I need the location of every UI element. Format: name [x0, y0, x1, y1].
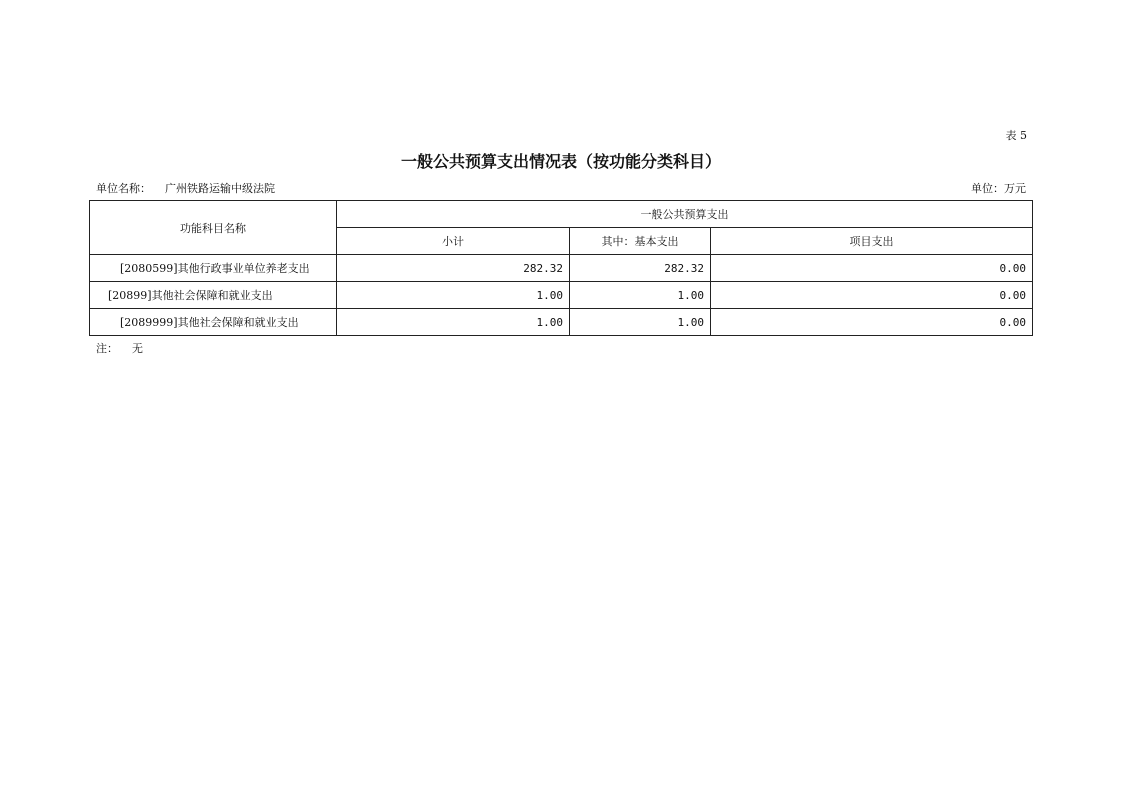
unit-label: 单位名称： [96, 182, 151, 195]
document-title: 一般公共预算支出情况表（按功能分类科目） [400, 152, 721, 171]
table-row [90, 309, 1033, 336]
col-header-subtotal: 小计 [337, 228, 570, 255]
row-basic-cell: 1.00 [570, 309, 711, 336]
row-subtotal-cell: 1.00 [337, 309, 570, 336]
col-header-name: 功能科目名称 [90, 201, 337, 255]
budget-table [89, 200, 1033, 336]
row-project-cell: 0.00 [711, 255, 1033, 282]
note-text: 无 [132, 342, 143, 355]
row-basic-cell: 282.32 [570, 255, 711, 282]
table-number: 表 5 [1005, 129, 1027, 142]
row-name-cell: [20899]其他社会保障和就业支出 [90, 282, 337, 309]
row-subtotal-cell: 1.00 [337, 282, 570, 309]
row-project-cell: 0.00 [711, 282, 1033, 309]
row-basic-cell: 1.00 [570, 282, 711, 309]
note-label: 注： [96, 342, 118, 355]
col-header-basic: 其中：基本支出 [570, 228, 711, 255]
table-row [90, 282, 1033, 309]
unit-name: 广州铁路运输中级法院 [165, 182, 275, 195]
col-header-project: 项目支出 [711, 228, 1033, 255]
meta-row [96, 180, 1026, 196]
row-name-cell: [2080599]其他行政事业单位养老支出 [90, 255, 337, 282]
row-subtotal-cell: 282.32 [337, 255, 570, 282]
header-row-1 [90, 201, 1033, 228]
note [96, 340, 143, 356]
group-header: 一般公共预算支出 [337, 201, 1033, 228]
row-project-cell: 0.00 [711, 309, 1033, 336]
row-name-cell: [2089999]其他社会保障和就业支出 [90, 309, 337, 336]
unit-info [96, 180, 275, 196]
table-row [90, 255, 1033, 282]
currency-unit: 单位：万元 [971, 182, 1026, 195]
